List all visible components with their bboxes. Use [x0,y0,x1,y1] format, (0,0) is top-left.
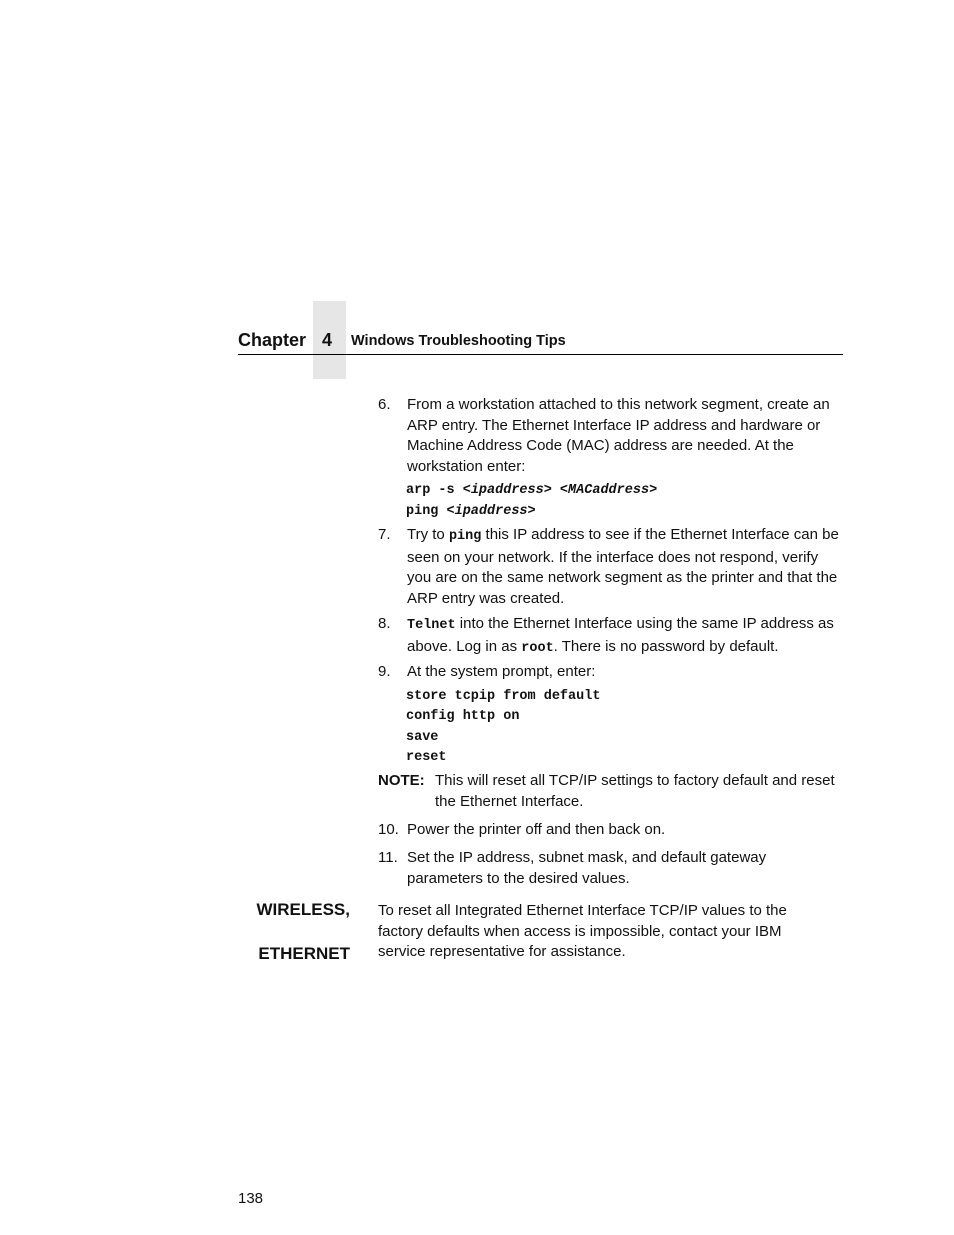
step-9-text: At the system prompt, enter: [407,663,596,680]
arp-command-line: arp -s <ipaddress> <MACaddress> [406,483,658,498]
note-label: NOTE: [378,772,425,789]
page-number: 138 [238,1190,264,1207]
step-11-number: 11. [378,849,398,866]
code-line: save [406,730,439,745]
chapter-number: 4 [322,330,333,350]
ping-code: ping [448,529,482,544]
chapter-label: Chapter [238,330,307,350]
section-heading-ethernet: ETHERNET [258,944,350,963]
note-text: This will reset all TCP/IP settings to factory default and reset the Ethernet Interface. [435,772,835,810]
code-line: reset [406,750,447,765]
section-body-text: To reset all Integrated Ethernet Interface TCP/IP values to the factory defaults when access is impossible, contact your IBM service representative for assistance. [378,902,787,960]
step-7-number: 7. [378,526,391,543]
step-10-number: 10. [378,821,399,838]
code-line: store tcpip from default [406,689,601,704]
ping-command-line: ping <ipaddress> [406,504,536,519]
telnet-code: Telnet [407,618,456,633]
step-8-text: Telnet into the Ethernet Interface using the same IP address as above. Log in as root. There is no password by default. [407,615,834,656]
header-rule [238,354,843,355]
root-code: root [521,640,554,656]
section-heading-wireless: WIRELESS, [256,900,350,919]
step-8-number: 8. [378,615,391,632]
chapter-title: Windows Troubleshooting Tips [351,333,566,349]
code-line: config http on [406,709,520,724]
step-11-text: Set the IP address, subnet mask, and default gateway parameters to the desired values. [407,849,767,887]
step-10-text: Power the printer off and then back on. [407,821,666,838]
step-6-number: 6. [378,396,391,413]
step-7-text: Try to ping this IP address to see if the Ethernet Interface can be seen on your network. If the interface does not respond, verify you are on the same network segment as the printer and that the ARP entry was created. [407,526,839,607]
step-6-text: From a workstation attached to this network segment, create an ARP entry. The Ethernet Interface IP address and hardware or Machine Address Code (MAC) address are needed. At the workstation enter: [407,396,830,475]
step-9-number: 9. [378,663,391,680]
